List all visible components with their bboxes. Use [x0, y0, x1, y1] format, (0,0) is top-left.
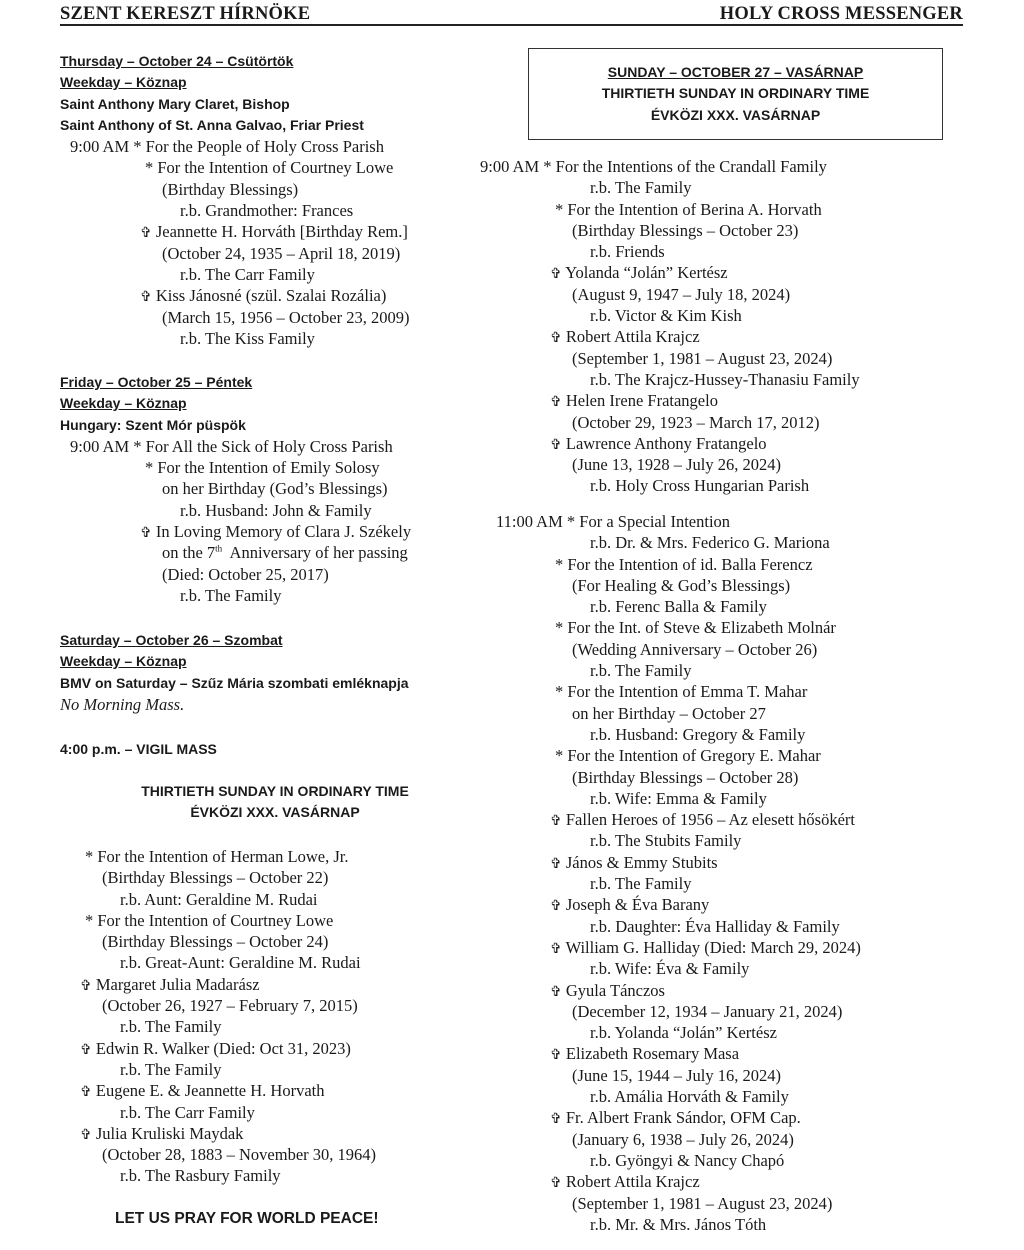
line-text: ÉVKÖZI XXX. VASÁRNAP: [190, 804, 360, 821]
intention-detail: [0, 995, 470, 1016]
line-text: 4:00 p.m. – VIGIL MASS: [60, 741, 217, 757]
line-text: For the People of Holy Cross Parish: [145, 137, 384, 157]
cross-icon: ✞: [550, 1175, 562, 1192]
requested-by: [470, 305, 990, 326]
sunday-9am-mass: [470, 156, 990, 497]
friday-section: [0, 372, 530, 606]
requested-by: [0, 1016, 470, 1037]
line-text: on her Birthday – October 27: [572, 703, 766, 723]
intention-detail: [60, 307, 530, 328]
requested-by: [470, 1150, 990, 1171]
intention: [470, 681, 990, 702]
requested-by: [0, 889, 470, 910]
line-text: ÉVKÖZI XXX. VASÁRNAP: [650, 106, 821, 123]
line-text: Margaret Julia Madarász: [95, 974, 260, 994]
intention-detail: [60, 542, 530, 563]
intention: [470, 617, 990, 638]
line-text: Fr. Albert Frank Sándor, OFM Cap.: [565, 1108, 801, 1128]
line-text: on her Birthday (God’s Blessings): [162, 479, 388, 499]
line-text: Saturday – October 26 – Szombat: [60, 632, 283, 648]
line-text: (January 6, 1938 – July 26, 2024): [572, 1129, 794, 1149]
footer-prayer: LET US PRAY FOR WORLD PEACE!: [115, 1210, 379, 1227]
feast-title: [60, 739, 460, 760]
feast-title: [60, 673, 530, 694]
requested-by: [470, 916, 990, 937]
line-text: No Morning Mass.: [60, 694, 185, 714]
requested-by: [470, 475, 990, 496]
line-text: For All the Sick of Holy Cross Parish: [145, 436, 393, 456]
mass-time-row: [60, 136, 530, 157]
day-heading: [60, 630, 530, 651]
intention-detail: [470, 639, 990, 660]
saturday-section: [0, 630, 530, 715]
line-text: (Wedding Anniversary – October 26): [572, 639, 818, 659]
line-text: r.b. The Family: [590, 661, 692, 681]
cross-icon: ✞: [80, 1084, 92, 1101]
line-text: William G. Halliday (Died: March 29, 2024): [565, 937, 861, 957]
cross-icon: ✞: [550, 898, 562, 915]
intention-detail: [470, 348, 990, 369]
intention-detail: [470, 1129, 990, 1150]
line-text: r.b. The Family: [590, 874, 692, 894]
line-text: r.b. Friends: [590, 242, 665, 262]
line-text: (Birthday Blessings – October 28): [572, 767, 799, 787]
requested-by: [60, 585, 530, 606]
requested-by: [60, 328, 530, 349]
line-text: r.b. Husband: Gregory & Family: [590, 724, 806, 744]
requested-by: [0, 1102, 470, 1123]
line-text: r.b. The Family: [120, 1017, 222, 1037]
line-text: r.b. Victor & Kim Kish: [590, 306, 742, 326]
line-text: Elizabeth Rosemary Masa: [565, 1044, 740, 1064]
line-text: (October 29, 1923 – March 17, 2012): [572, 412, 820, 432]
line-text: Fallen Heroes of 1956 – Az elesett hősökért: [565, 810, 855, 830]
asterisk-marker: *: [555, 682, 564, 702]
line-text: r.b. Dr. & Mrs. Federico G. Mariona: [590, 533, 830, 553]
line-text: r.b. Gyöngyi & Nancy Chapó: [590, 1150, 785, 1170]
requested-by: [60, 200, 530, 221]
intention: [470, 433, 990, 454]
line-text: (September 1, 1981 – August 23, 2024): [572, 348, 833, 368]
sunday-title: [529, 49, 942, 126]
line-text: Yolanda “Jolán” Kertész: [565, 263, 728, 283]
line-text: János & Emmy Stubits: [565, 852, 718, 872]
line-text: r.b. Mr. & Mrs. János Tóth: [590, 1214, 767, 1234]
requested-by: [470, 958, 990, 979]
requested-by: [470, 1086, 990, 1107]
intention: [60, 285, 530, 306]
cross-icon: ✞: [550, 813, 562, 830]
line-text: For the Intention of Herman Lowe, Jr.: [97, 847, 349, 866]
cross-icon: ✞: [550, 940, 562, 957]
intention: [0, 1080, 470, 1101]
cross-icon: ✞: [550, 394, 562, 411]
requested-by: [60, 500, 530, 521]
mass-time: 11:00 AM: [496, 512, 563, 531]
requested-by: [470, 177, 990, 198]
cross-icon: ✞: [80, 977, 92, 994]
asterisk-marker: *: [555, 618, 564, 638]
line-text: r.b. Grandmother: Frances: [180, 201, 354, 221]
cross-icon: ✞: [80, 1041, 92, 1058]
asterisk-marker: *: [145, 458, 154, 478]
line-text: Edwin R. Walker (Died: Oct 31, 2023): [95, 1038, 351, 1058]
cross-icon: ✞: [550, 1111, 562, 1128]
requested-by: [470, 873, 990, 894]
cross-icon: ✞: [80, 1126, 92, 1143]
newsletter-title-english: HOLY CROSS MESSENGER: [719, 4, 963, 24]
requested-by: [470, 241, 990, 262]
sunday-11am-mass: [470, 511, 990, 1235]
cross-icon: ✞: [550, 983, 562, 1000]
asterisk-marker: *: [555, 746, 564, 766]
intention-detail: [60, 179, 530, 200]
line-text: (October 24, 1935 – April 18, 2019): [162, 243, 401, 263]
line-text: r.b. Great-Aunt: Geraldine M. Rudai: [120, 953, 361, 973]
line-text: Friday – October 25 – Péntek: [60, 374, 253, 390]
cross-icon: ✞: [550, 266, 562, 283]
line-text: Kiss Jánosné (szül. Szalai Rozália): [155, 286, 387, 306]
line-text: BMV on Saturday – Szűz Mária szombati emléknapja: [60, 674, 409, 691]
requested-by: [0, 952, 470, 973]
line-text: Saint Anthony Mary Claret, Bishop: [60, 95, 290, 112]
cross-icon: ✞: [140, 289, 152, 306]
centered-heading: [529, 83, 942, 104]
requested-by: [470, 532, 990, 553]
intention: [470, 852, 990, 873]
intention: [0, 846, 470, 867]
intention-detail: [60, 243, 530, 264]
day-heading: [60, 72, 530, 93]
line-text: r.b. Holy Cross Hungarian Parish: [590, 476, 810, 496]
mass-time-row: [60, 436, 530, 457]
line-text: (December 12, 1934 – January 21, 2024): [572, 1001, 843, 1021]
superscript: th: [215, 543, 223, 554]
asterisk-marker: *: [133, 436, 142, 456]
requested-by: [470, 788, 990, 809]
line-text: Robert Attila Krajcz: [565, 1172, 700, 1192]
line-text: Lawrence Anthony Fratangelo: [565, 433, 767, 453]
intention: [60, 521, 530, 542]
line-text: For a Special Intention: [579, 512, 731, 531]
line-text: Thursday – October 24 – Csütörtök: [60, 53, 294, 69]
intention: [470, 745, 990, 766]
line-text: For the Intention of Emma T. Mahar: [567, 682, 808, 702]
cross-icon: ✞: [140, 525, 152, 542]
intention-detail: [470, 412, 990, 433]
thursday-section: [0, 51, 530, 349]
mass-time: 9:00 AM: [480, 157, 540, 176]
feast-title: [60, 115, 530, 136]
intention: [60, 457, 530, 478]
line-text: Saint Anthony of St. Anna Galvao, Friar Priest: [60, 116, 364, 133]
intention: [470, 1171, 990, 1192]
line-text: r.b. The Family: [120, 1059, 222, 1079]
line-text: (Birthday Blessings): [162, 179, 299, 199]
line-text: Jeannette H. Horváth [Birthday Rem.]: [155, 222, 408, 242]
asterisk-marker: *: [555, 554, 564, 574]
line-text: For the Intention of Emily Solosy: [157, 458, 380, 478]
requested-by: [470, 596, 990, 617]
intention: [470, 199, 990, 220]
asterisk-marker: *: [85, 847, 94, 866]
line-text: r.b. Ferenc Balla & Family: [590, 597, 767, 617]
intention-detail: [60, 564, 530, 585]
requested-by: [470, 369, 990, 390]
feast-title: [60, 415, 530, 436]
line-text: THIRTIETH SUNDAY IN ORDINARY TIME: [601, 85, 870, 102]
line-text: For the Intention of Courtney Lowe: [157, 158, 394, 178]
vigil-sunday-title: [60, 781, 490, 824]
day-heading: [529, 62, 942, 83]
line-text: Gyula Tánczos: [565, 980, 665, 1000]
centered-heading: [529, 105, 942, 126]
cross-icon: ✞: [550, 436, 562, 453]
intention-detail: [470, 767, 990, 788]
vigil-mass-heading: [60, 739, 460, 760]
line-text: Julia Kruliski Maydak: [95, 1123, 244, 1143]
line-text: r.b. The Stubits Family: [590, 831, 742, 851]
line-text: For the Intentions of the Crandall Family: [555, 157, 827, 176]
centered-heading: [60, 802, 490, 823]
intention: [0, 910, 470, 931]
intention-detail: [470, 1001, 990, 1022]
line-text: For the Intention of Courtney Lowe: [97, 910, 334, 930]
line-text: Hungary: Szent Mór püspök: [60, 416, 246, 433]
vigil-intentions: [0, 846, 470, 1187]
asterisk-marker: *: [543, 157, 552, 176]
mass-time-row: [470, 156, 990, 177]
mass-time: 9:00 AM: [70, 137, 130, 157]
requested-by: [470, 1214, 990, 1235]
line-text: r.b. Aunt: Geraldine M. Rudai: [120, 889, 318, 909]
cross-icon: ✞: [550, 1047, 562, 1064]
line-text: Weekday – Köznap: [60, 653, 187, 670]
line-text: (March 15, 1956 – October 23, 2009): [162, 307, 410, 327]
intention-detail: [0, 867, 470, 888]
line-text: r.b. Wife: Éva & Family: [590, 959, 750, 979]
intention: [470, 980, 990, 1001]
line-text: For the Int. of Steve & Elizabeth Molnár: [567, 618, 836, 638]
intention-detail: [470, 703, 990, 724]
line-text: r.b. Husband: John & Family: [180, 500, 372, 520]
intention-detail: [0, 931, 470, 952]
line-text: r.b. The Family: [590, 178, 692, 198]
intention: [470, 390, 990, 411]
asterisk-marker: *: [555, 199, 564, 219]
line-text: r.b. The Carr Family: [180, 264, 315, 284]
mass-time: 9:00 AM: [70, 436, 130, 456]
requested-by: [470, 830, 990, 851]
line-text: r.b. Wife: Emma & Family: [590, 788, 767, 808]
line-text: (For Healing & God’s Blessings): [572, 575, 791, 595]
line-text: (October 26, 1927 – February 7, 2015): [102, 996, 358, 1016]
intention-detail: [470, 284, 990, 305]
day-heading: [60, 51, 530, 72]
line-text: (September 1, 1981 – August 23, 2024): [572, 1193, 833, 1213]
intention: [0, 1123, 470, 1144]
intention-detail: [470, 1065, 990, 1086]
line-text: (August 9, 1947 – July 18, 2024): [572, 284, 791, 304]
requested-by: [0, 1165, 470, 1186]
line-text: r.b. Amália Horváth & Family: [590, 1087, 789, 1107]
line-text: THIRTIETH SUNDAY IN ORDINARY TIME: [141, 783, 409, 799]
day-heading: [60, 393, 530, 414]
newsletter-title-hungarian: SZENT KERESZT HÍRNÖKE: [60, 4, 311, 24]
day-heading: [60, 372, 530, 393]
line-text: In Loving Memory of Clara J. Székely: [155, 522, 412, 542]
intention-detail: [470, 454, 990, 475]
cross-icon: ✞: [550, 330, 562, 347]
line-text: Eugene E. & Jeannette H. Horvath: [95, 1081, 325, 1101]
intention: [470, 1043, 990, 1064]
intention-detail: [470, 220, 990, 241]
line-text: For the Intention of Berina A. Horvath: [567, 199, 822, 219]
feast-title: [60, 94, 530, 115]
requested-by: [0, 1059, 470, 1080]
line-text: Weekday – Köznap: [60, 395, 187, 412]
line-text: (June 13, 1928 – July 26, 2024): [572, 455, 781, 475]
requested-by: [470, 724, 990, 745]
line-text: Robert Attila Krajcz: [565, 327, 700, 347]
sunday-heading-box: [528, 48, 943, 140]
intention-detail: [470, 1193, 990, 1214]
line-text: For the Intention of id. Balla Ferencz: [567, 554, 813, 574]
note: [60, 694, 530, 715]
requested-by: [470, 1022, 990, 1043]
line-text: (Birthday Blessings – October 23): [572, 220, 799, 240]
intention: [0, 974, 470, 995]
intention: [60, 157, 530, 178]
line-text: (Birthday Blessings – October 22): [102, 868, 329, 888]
intention: [60, 221, 530, 242]
line-text: r.b. The Carr Family: [120, 1102, 255, 1122]
intention: [0, 1038, 470, 1059]
mass-time-row: [470, 511, 990, 532]
line-text: r.b. Daughter: Éva Halliday & Family: [590, 916, 840, 936]
line-text: SUNDAY – OCTOBER 27 – VASÁRNAP: [607, 64, 864, 80]
asterisk-marker: *: [566, 512, 576, 531]
cross-icon: ✞: [550, 855, 562, 872]
intention-detail: [470, 575, 990, 596]
cross-icon: ✞: [140, 225, 152, 242]
intention: [470, 326, 990, 347]
asterisk-marker: *: [133, 137, 142, 157]
intention: [470, 809, 990, 830]
line-text: Helen Irene Fratangelo: [565, 391, 718, 411]
line-text: Weekday – Köznap: [60, 74, 187, 91]
line-text: r.b. The Krajcz-Hussey-Thanasiu Family: [590, 369, 860, 389]
intention: [470, 554, 990, 575]
line-text-cont: Anniversary of her passing: [222, 543, 408, 563]
requested-by: [60, 264, 530, 285]
centered-heading: [60, 781, 490, 802]
intention: [470, 894, 990, 915]
asterisk-marker: *: [145, 158, 154, 178]
line-text: r.b. The Kiss Family: [180, 328, 315, 348]
intention: [470, 937, 990, 958]
line-text: on the 7: [162, 543, 216, 563]
intention: [470, 1107, 990, 1128]
line-text: Joseph & Éva Barany: [565, 895, 710, 915]
intention: [470, 262, 990, 283]
day-heading: [60, 651, 530, 672]
line-text: (Birthday Blessings – October 24): [102, 932, 329, 952]
line-text: r.b. Yolanda “Jolán” Kertész: [590, 1023, 777, 1043]
asterisk-marker: *: [85, 910, 94, 930]
intention-detail: [0, 1144, 470, 1165]
requested-by: [470, 660, 990, 681]
line-text: r.b. The Rasbury Family: [120, 1166, 281, 1186]
intention-detail: [60, 478, 530, 499]
line-text: r.b. The Family: [180, 585, 282, 605]
line-text: (October 28, 1883 – November 30, 1964): [102, 1145, 377, 1165]
line-text: (June 15, 1944 – July 16, 2024): [572, 1065, 781, 1085]
line-text: For the Intention of Gregory E. Mahar: [567, 746, 821, 766]
line-text: (Died: October 25, 2017): [162, 564, 329, 584]
